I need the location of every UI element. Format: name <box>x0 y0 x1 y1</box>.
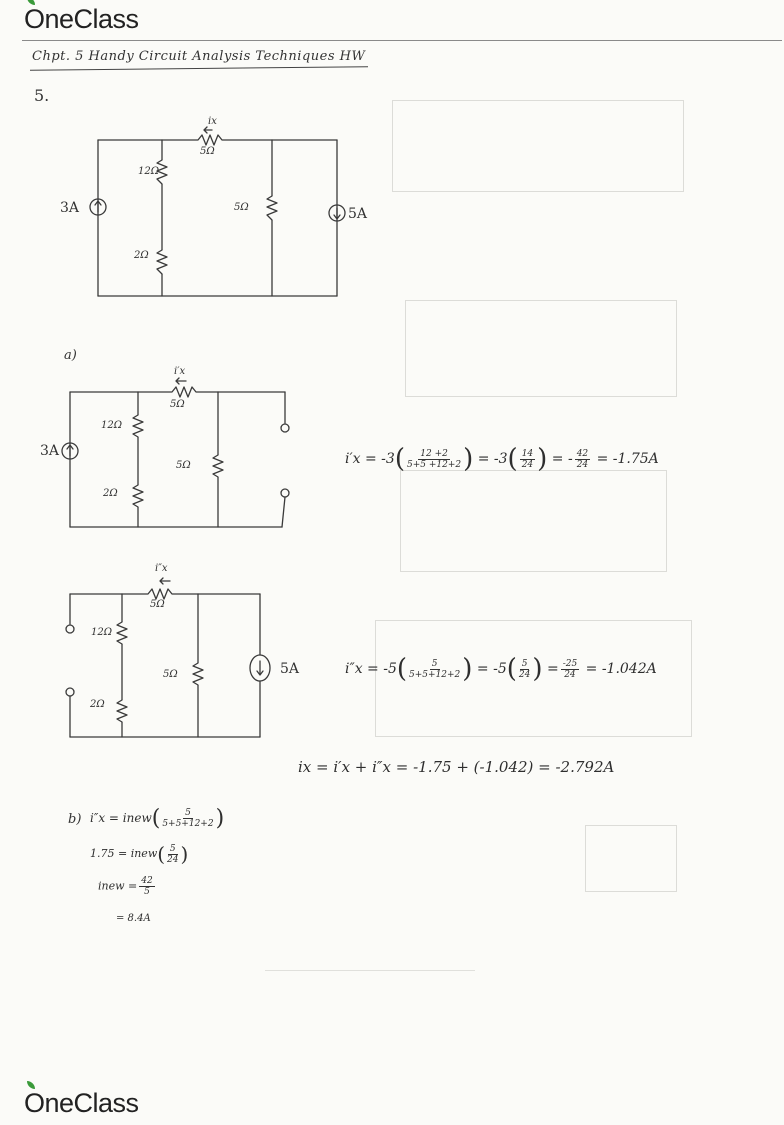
eq-num: 14 <box>521 448 534 459</box>
part-b-line1: i″x = inew( $\frac{5}{5+5+12+2}$ ) <box>90 806 225 831</box>
eq-lhs: i″x = -5 <box>345 661 397 677</box>
eq-den: 24 <box>518 669 531 680</box>
eq-den: 24 <box>564 669 576 680</box>
eq-den: 5+5 +12+2 <box>406 459 462 470</box>
equation-ix1: i′x = -3( $\frac{12 +2}{5+5 +12+2}$ ) = -3( $\frac{14}{24}$ ) = - $\frac{42}{24}$ = -1.75A <box>345 444 659 474</box>
page-title: Chpt. 5 Handy Circuit Analysis Techniques HW <box>32 49 366 64</box>
current-ix2-label: i″x <box>155 563 168 574</box>
eq-num: -25 <box>562 658 578 669</box>
eq-lhs: i′x = -3 <box>345 451 395 467</box>
problem-number: 5. <box>34 86 50 105</box>
resistor-series-label: 5Ω <box>150 599 165 610</box>
part-b-label: b) <box>68 812 82 827</box>
equation-total: ix = i′x + i″x = -1.75 + (-1.042) = -2.792A <box>298 758 615 776</box>
part-b-line4: = 8.4A <box>116 913 151 924</box>
part-a-label: a) <box>64 348 77 363</box>
eq-den: 24 <box>167 854 179 865</box>
eq-mid: = -5 <box>476 661 507 677</box>
part-b-line2: 1.75 = inew( $\frac{5}{24}$ ) <box>90 842 189 866</box>
eq-equals: = - <box>551 451 573 467</box>
logo-text: OneClass <box>24 1088 139 1118</box>
resistor-2-label: 2Ω <box>103 488 118 499</box>
eq-lhs: i″x = inew <box>90 811 152 825</box>
eq-den: 5+5+12+2 <box>162 819 214 829</box>
eq-num: 5 <box>185 808 191 818</box>
source-5a-label: 5A <box>280 661 300 677</box>
resistor-5-label: 5Ω <box>163 669 178 680</box>
eq-result: = -1.042A <box>585 661 657 677</box>
eq-equals: = <box>546 661 559 677</box>
eq-den: 24 <box>521 459 534 470</box>
current-ix1-label: i′x <box>174 366 186 377</box>
resistor-series-label: 5Ω <box>170 399 185 410</box>
eq-den: 5 <box>144 887 150 897</box>
eq-num: 12 +2 <box>420 448 448 459</box>
eq-mid: = -3 <box>477 451 508 467</box>
resistor-2-label: 2Ω <box>134 250 149 261</box>
eq-num: 42 <box>576 448 589 459</box>
eq-num: 5 <box>431 658 438 669</box>
resistor-5-label: 5Ω <box>234 202 249 213</box>
logo-text: OneClass <box>24 4 139 34</box>
part-b-line3 <box>98 876 157 897</box>
resistor-series-label: 5Ω <box>200 146 215 157</box>
eq-den: 24 <box>576 459 589 470</box>
source-3a-label: 3A <box>40 443 60 459</box>
source-3a-label: 3A <box>60 200 80 216</box>
circuit-main <box>90 127 345 296</box>
resistor-12-label: 12Ω <box>91 627 113 638</box>
circuit-a2 <box>66 578 270 737</box>
eq-num: 5 <box>169 843 176 854</box>
equation-ix2: i″x = -5( $\frac{5}{5+5+12+2}$ ) = -5( $\frac{5}{24}$ ) = $\frac{-25}{24}$ = -1.042A <box>345 654 657 684</box>
resistor-5-label: 5Ω <box>176 460 191 471</box>
resistor-12-label: 12Ω <box>101 420 123 431</box>
resistor-12-label: 12Ω <box>138 166 160 177</box>
eq-den: 5+5+12+2 <box>409 669 461 680</box>
eq-lhs: 1.75 = inew <box>90 847 158 860</box>
eq-num: 42 <box>141 876 153 886</box>
eq-num: 5 <box>521 658 528 669</box>
current-ix-label: ix <box>208 116 217 127</box>
eq-lhs: inew = <box>98 879 138 893</box>
resistor-2-label: 2Ω <box>90 699 105 710</box>
eq-result: = -1.75A <box>596 451 659 467</box>
source-5a-label: 5A <box>348 206 368 222</box>
